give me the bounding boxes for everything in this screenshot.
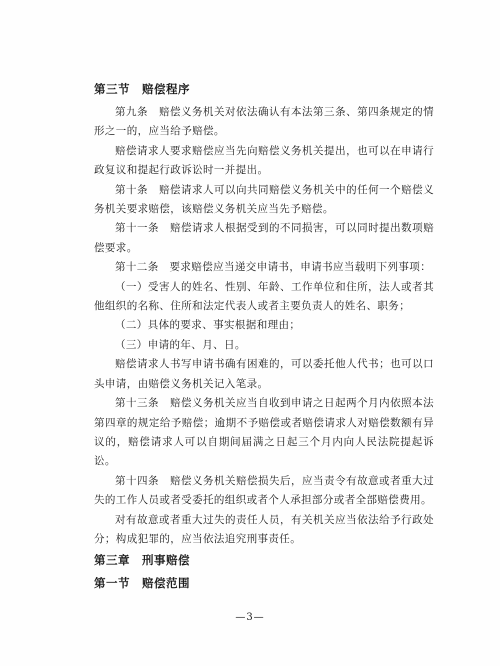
section-heading: 第三节 赔偿程序 bbox=[94, 82, 190, 96]
paragraph-article-11: 第十一条 赔偿请求人根据受到的不同损害，可以同时提出数项赔偿要求。 bbox=[94, 222, 434, 254]
paragraph-article-12: 第十二条 要求赔偿应当递交申请书，申请书应当载明下列事项： bbox=[115, 261, 432, 274]
paragraph-article-14: 第十四条 赔偿义务机关赔偿损失后，应当责令有故意或者重大过失的工作人员或者受委托的组织或者个人承担部分或者全部赔偿费用。 bbox=[94, 474, 434, 507]
list-item-1: （一）受害人的姓名、性别、年龄、工作单位和住所，法人或者其他组织的名称、住所和法定代表人或者主要负责人的姓名、职务； bbox=[94, 280, 434, 313]
list-item-2: （二）具体的要求、事实根据和理由； bbox=[115, 319, 301, 332]
paragraph-article-13: 第十三条 赔偿义务机关应当自收到申请之日起两个月内依照本法第四章的规定给予赔偿；逾期不予赔偿或者赔偿请求人对赔偿数额有异议的，赔偿请求人可以自期间届满之日起三个月内向人民法院提起诉讼。 bbox=[94, 397, 434, 468]
page-number: —3— bbox=[235, 612, 265, 623]
paragraph-claim-procedure: 赔偿请求人要求赔偿应当先向赔偿义务机关提出，也可以在申请行政复议和提起行政诉讼时一并提出。 bbox=[94, 144, 434, 177]
document-body bbox=[94, 80, 434, 597]
paragraph-article-9: 第九条 赔偿义务机关对依法确认有本法第三条、第四条规定的情形之一的，应当给予赔偿。 bbox=[94, 106, 434, 138]
paragraph-article-10: 第十条 赔偿请求人可以向共同赔偿义务机关中的任何一个赔偿义务机关要求赔偿，该赔偿义务机关应当先予赔偿。 bbox=[94, 183, 434, 216]
list-item-3: （三）申请的年、月、日。 bbox=[115, 338, 246, 351]
chapter-heading: 第三章 刑事赔偿 bbox=[94, 553, 190, 568]
paragraph-liability: 对有故意或者重大过失的责任人员，有关机关应当依法给予行政处分；构成犯罪的，应当依法追究刑事责任。 bbox=[94, 513, 434, 545]
paragraph-oral-application: 赔偿请求人书写申请书确有困难的，可以委托他人代书；也可以口头申请，由赔偿义务机关记入笔录。 bbox=[94, 358, 434, 390]
subsection-heading: 第一节 赔偿范围 bbox=[94, 576, 190, 591]
